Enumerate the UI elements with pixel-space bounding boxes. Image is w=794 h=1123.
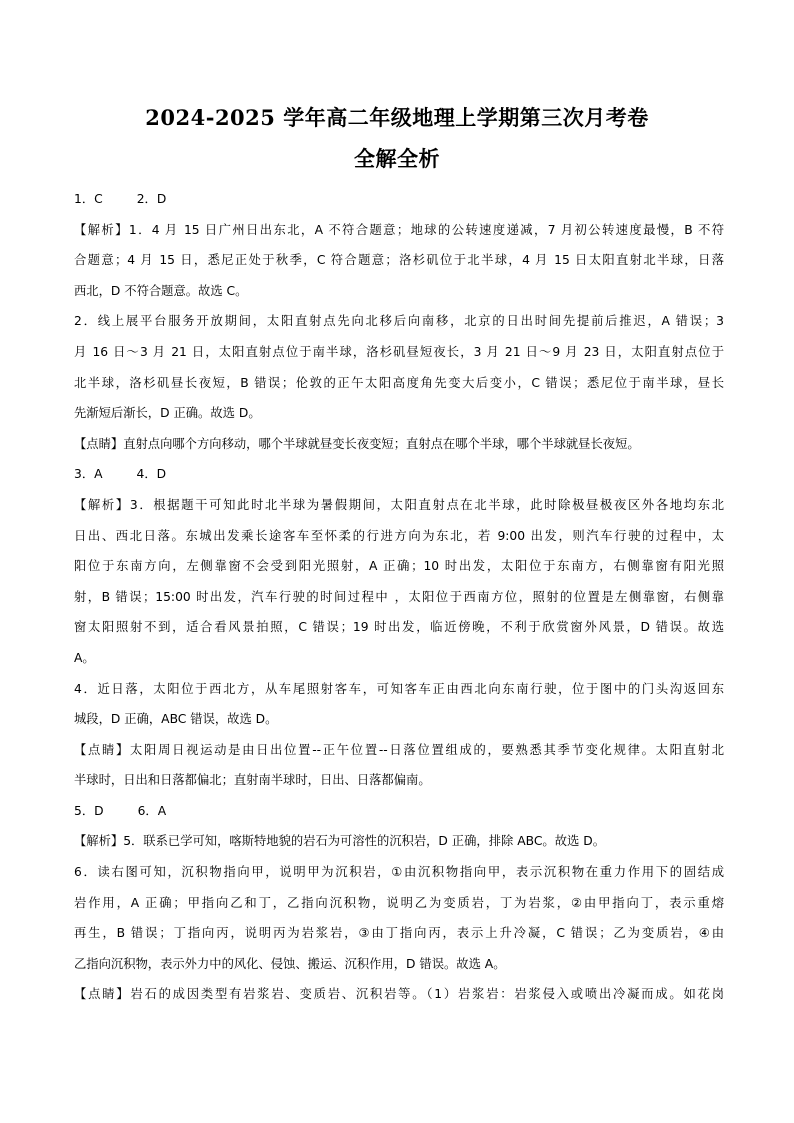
text-line: 岩作用，A 正确；甲指向乙和丁，乙指向沉积物，说明乙为变质岩，丁为岩浆，②由甲指向丁，表示重熔 <box>74 895 724 910</box>
text-line: A。 <box>74 650 95 665</box>
text-line: 【解析】5．联系已学可知，喀斯特地貌的岩石为可溶性的沉积岩，D 正确，排除 ABC。故选 D。 <box>74 834 605 849</box>
text-line: 射，B 错误；15:00 时出发，汽车行驶的时间过程中 ，太阳位于西南方位，照射的位置是左侧靠窗，右侧靠 <box>74 589 724 604</box>
text-line: 【点睛】太阳周日视运动是由日出位置--正午位置--日落位置组成的，要熟悉其季节变化规律。太阳直射北 <box>74 742 724 757</box>
answer-item: 6．A <box>137 803 167 818</box>
text-line: 【解析】1．4 月 15 日广州日出东北，A 不符合题意；地球的公转速度递减，7 月初公转速度最慢，B 不符 <box>74 222 724 237</box>
answer-item: 1．C <box>74 192 103 206</box>
text-line: 阳位于东南方向，左侧靠窗不会受到阳光照射，A 正确；10 时出发，太阳位于东南方，右侧靠窗有阳光照 <box>74 559 724 574</box>
text-line: 城段，D 正确，ABC 错误，故选 D。 <box>74 712 278 727</box>
document-body <box>74 184 724 1010</box>
text-line: 乙指向沉积物，表示外力中的风化、侵蚀、搬运、沉积作用，D 错误。故选 A。 <box>74 956 506 971</box>
answer-item: 3．A <box>74 467 103 482</box>
answer-item: 2．D <box>136 192 167 206</box>
answer-row <box>74 459 724 490</box>
text-line: 【解析】3．根据题干可知此时北半球为暑假期间，太阳直射点在北半球，此时除极昼极夜区外各地均东北 <box>74 497 724 512</box>
text-line: 先渐短后渐长，D 正确。故选 D。 <box>74 406 261 421</box>
answer-row <box>74 796 724 827</box>
text-line: 西北，D 不符合题意。故选 C。 <box>74 283 248 298</box>
text-line: 6．读右图可知，沉积物指向甲，说明甲为沉积岩，①由沉积物指向甲，表示沉积物在重力作用下的固结成 <box>74 865 724 880</box>
text-line: 北半球，洛杉矶昼长夜短，B 错误；伦敦的正午太阳高度角先变大后变小，C 错误；悉尼位于南半球，昼长 <box>74 375 724 390</box>
text-line: 再生，B 错误；丁指向丙，说明丙为岩浆岩，③由丁指向丙，表示上升冷凝，C 错误；乙为变质岩，④由 <box>74 926 724 941</box>
page-title: 2024-2025 学年高二年级地理上学期第三次月考卷 <box>145 105 649 130</box>
answer-item: 5．D <box>74 803 104 818</box>
text-line: 4．近日落，太阳位于西北方，从车尾照射客车，可知客车正由西北向东南行驶，位于图中的门头沟返回东 <box>74 681 724 696</box>
text-line: 【点睛】直射点向哪个方向移动，哪个半球就昼变长夜变短；直射点在哪个半球，哪个半球就昼长夜短。 <box>74 436 640 451</box>
page-subtitle: 全解全析 <box>354 146 440 171</box>
text-line: 日出、西北日落。东城出发乘长途客车至怀柔的行进方向为东北，若 9:00 出发，则汽车行驶的过程中，太 <box>74 528 724 543</box>
text-line: 月 16 日～3 月 21 日，太阳直射点位于南半球，洛杉矶昼短夜长，3 月 21 日～9 月 23 日，太阳直射点位于 <box>74 344 724 359</box>
text-line: 合题意；4 月 15 日，悉尼正处于秋季，C 符合题意；洛杉矶位于北半球，4 月 15 日太阳直射北半球，日落 <box>74 253 724 268</box>
answer-item: 4．D <box>136 467 167 482</box>
text-line: 窗太阳照射不到，适合看风景拍照，C 错误；19 时出发，临近傍晚，不利于欣赏窗外风景，D 错误。故选 <box>74 620 724 635</box>
text-line: 半球时，日出和日落都偏北；直射南半球时，日出、日落都偏南。 <box>74 773 431 788</box>
text-line: 2．线上展平台服务开放期间，太阳直射点先向北移后向南移，北京的日出时间先提前后推迟，A 错误；3 <box>74 314 724 329</box>
answer-row <box>74 184 724 215</box>
text-line: 【点睛】岩石的成因类型有岩浆岩、变质岩、沉积岩等。（1）岩浆岩：岩浆侵入或喷出冷凝而成。如花岗 <box>74 987 724 1002</box>
